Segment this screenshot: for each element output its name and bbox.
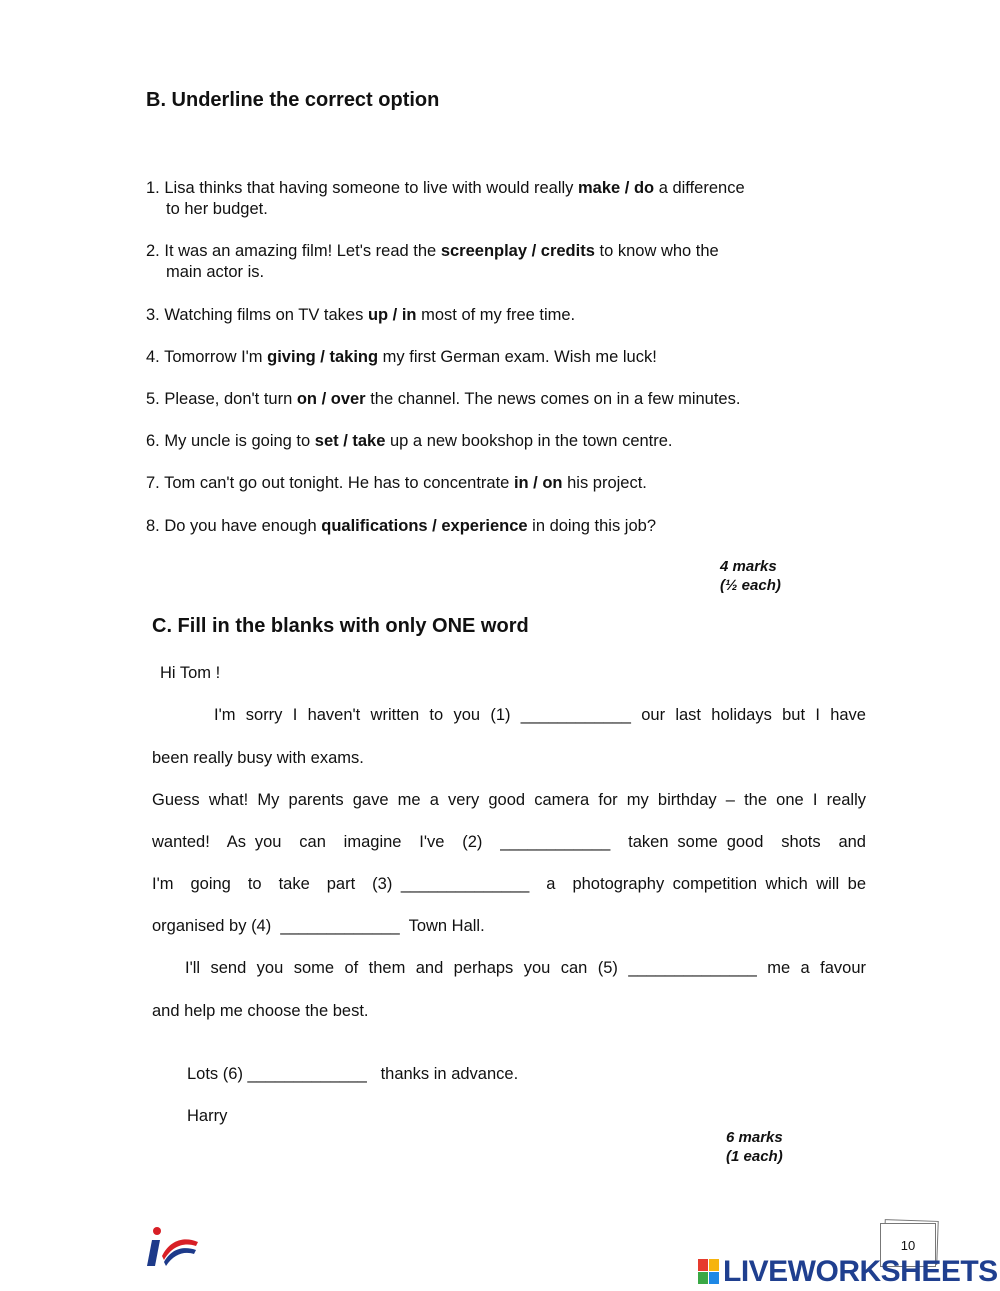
letter-signature: Harry xyxy=(187,1107,228,1125)
item-text: to know who the xyxy=(594,242,719,260)
option-choice[interactable]: make / do xyxy=(578,179,655,197)
item-number: 5. xyxy=(146,390,160,408)
page-number: 10 xyxy=(880,1223,936,1267)
item-text: Do you have enough xyxy=(164,517,322,535)
publisher-logo xyxy=(146,1226,200,1270)
item-text: Lisa thinks that having someone to live with would really xyxy=(164,179,578,197)
list-item xyxy=(146,473,647,494)
item-number: 4. xyxy=(146,348,160,366)
letter-line-1: I'm sorry I haven't written to you (1) ____________ our last holidays but I have xyxy=(214,706,866,724)
list-item xyxy=(146,305,575,326)
section-b-title: B. Underline the correct option xyxy=(146,89,440,111)
item-text: his project. xyxy=(567,474,647,492)
list-item xyxy=(146,431,673,452)
item-text: Tomorrow I'm xyxy=(164,348,268,366)
item-text: most of my free time. xyxy=(421,306,576,324)
item-text: up a new bookshop in the town centre. xyxy=(385,432,673,450)
marks-each: (1 each) xyxy=(726,1148,783,1165)
item-number: 6. xyxy=(146,432,160,450)
item-continuation: main actor is. xyxy=(166,263,265,281)
letter-line-9: Lots (6) _____________ thanks in advance. xyxy=(187,1065,519,1083)
item-text: a difference xyxy=(654,179,745,197)
liveworksheets-wordmark[interactable]: LIVEWORKSHEETS xyxy=(723,1255,998,1288)
list-item xyxy=(146,178,745,199)
item-number: 8. xyxy=(146,517,160,535)
item-text: It was an amazing film! Let's read the xyxy=(164,242,441,260)
section-b-marks xyxy=(720,557,781,595)
letter-line-4: wanted! As you can imagine I've (2) ____________ taken some good shots and xyxy=(152,833,866,851)
option-choice[interactable]: screenplay / credits xyxy=(440,242,595,260)
item-text: the channel. The news comes on in a few minutes. xyxy=(365,390,741,408)
item-number: 3. xyxy=(146,306,160,324)
marks-total: 6 marks xyxy=(726,1129,783,1146)
letter-line-5: I'm going to take part (3) ______________ a photography competition which will be xyxy=(152,875,866,893)
letter-greeting: Hi Tom ! xyxy=(160,664,221,682)
item-text: in doing this job? xyxy=(532,517,656,535)
item-text: Watching films on TV takes xyxy=(164,306,368,324)
liveworksheets-brand xyxy=(698,1255,998,1287)
marks-total: 4 marks xyxy=(720,558,777,575)
item-text: Please, don't turn xyxy=(164,390,297,408)
letter-line-7: I'll send you some of them and perhaps you can (5) ______________ me a favour xyxy=(185,959,866,977)
marks-each: (½ each) xyxy=(720,577,781,594)
list-item xyxy=(146,241,719,262)
item-number: 2. xyxy=(146,242,160,260)
item-continuation: to her budget. xyxy=(166,200,268,218)
option-choice[interactable]: in / on xyxy=(513,474,563,492)
letter-line-3: Guess what! My parents gave me a very good camera for my birthday – the one I really xyxy=(152,791,866,809)
item-number: 7. xyxy=(146,474,160,492)
liveworksheets-icon xyxy=(698,1259,720,1285)
section-c-marks xyxy=(726,1128,783,1166)
item-text: My uncle is going to xyxy=(164,432,315,450)
letter-line-2: been really busy with exams. xyxy=(152,749,364,767)
option-choice[interactable]: qualifications / experience xyxy=(321,517,528,535)
item-text: my first German exam. Wish me luck! xyxy=(382,348,657,366)
list-item xyxy=(146,389,740,410)
publisher-logo-icon xyxy=(146,1226,200,1270)
section-c-title: C. Fill in the blanks with only ONE word xyxy=(152,615,529,637)
letter-line-6: organised by (4) _____________ Town Hall. xyxy=(152,917,485,935)
item-number: 1. xyxy=(146,179,160,197)
letter-line-8: and help me choose the best. xyxy=(152,1002,369,1020)
option-choice[interactable]: set / take xyxy=(314,432,386,450)
list-item xyxy=(146,347,657,368)
list-item xyxy=(146,516,656,537)
option-choice[interactable]: giving / taking xyxy=(267,348,379,366)
item-text: Tom can't go out tonight. He has to concentrate xyxy=(164,474,514,492)
option-choice[interactable]: up / in xyxy=(367,306,417,324)
option-choice[interactable]: on / over xyxy=(296,390,366,408)
